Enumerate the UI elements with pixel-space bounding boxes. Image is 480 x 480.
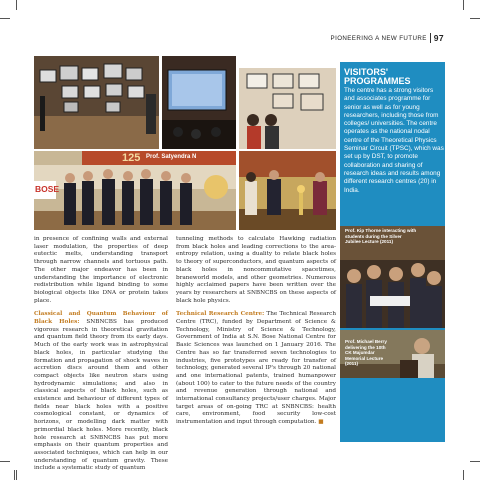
heading-black-holes: Classical and Quantum Behaviour of Black Holes: [34,311,168,326]
heading-trc: Technical Research Centre: [176,311,265,318]
section-title: PIONEERING A NEW FUTURE [330,34,427,42]
left-column [34,236,168,479]
middle-column [176,236,336,433]
crop-mark [16,470,17,480]
crop-mark [463,0,464,10]
left-paragraph-1: in presence of confining walls and external laser modulation, the properties of deep eutectic melts, understanding transport through narrow channels and tortuous path. The other major endeavor has been in understanding the importance of electronic redistribution while ligand binding to some biological objects like DNA or protein takes place. [34,236,168,304]
photo-gallery [34,56,159,149]
crop-mark [14,470,15,480]
sidebar-body: The centre has a strong visitors and associates programme for senior as well as for young researchers, including those from colleges/ universities. The centre operates as the national nodal centre of the Theoretical Physics Seminar Circuit (TPSC), which was set up by DST, to promote collaboration and sharing of research ideas and results among different research centres (20) in India. [344,87,444,194]
crop-mark [470,461,480,462]
photo-exhibition [239,68,336,149]
sidebar-title-line2: PROGRAMMES [344,76,411,86]
presentation-illustration [162,56,236,149]
middle-paragraph-2-text: The Technical Research Centre (TRC), funded by Department of Science & Technology, Ministry of Science & Technology, Government of India at S.N. Bose National Centre for Basic Sciences was launched on 1 January 2016. The Centre has so far transferred seven technologies to industries, five prototypes are ready for transfer of technology, generated several IP's through 20 national and one international patents, trained humanpower (about 100) to cater to the future needs of the country and revenue generation through national and international consultancy projects/user charges. Major target areas of on-going TRC at SNBNCBS: health care, environment, food security low-cost instrumentation and input through computation. [176,311,336,426]
exhibition-illustration [239,68,336,149]
caption-kip-thorne: Prof. Kip Thorne interacting with students during the Silver Jubilee Lecture (2011) [345,228,417,245]
left-paragraph-2-text: SNBNCBS has produced vigorous research in theoretical gravitation and quantum field theory from its early days. Much of the early work was in astrophysical black holes, in particular studying the formation and propagation of shock waves in accretion discs around them and other compact objects like neutron stars using hydrodynamic simulations; and also in classical aspects of black holes, such as existence and behaviour of different types of fields near black holes with a positive cosmological constant, or dynamics of horizons, or modelling dark matter with primordial black holes. More recently, black hole research at SNBNCBS has put more emphasis on their quantum properties and associated techniques, which can help in our understanding of quantum gravity. These include a systematic study of quantum [34,319,168,472]
crop-mark [0,18,10,19]
sidebar-title-line1: VISITORS' [344,67,388,77]
left-paragraph-2 [34,311,168,473]
middle-paragraph-2 [176,311,336,427]
photo-ceremony [34,151,236,230]
banner-brand: BOSE [35,184,60,194]
crop-mark [470,18,480,19]
gallery-illustration [34,56,159,149]
running-header [331,33,444,43]
photo-lamp-ceremony [239,151,336,230]
caption-michael-berry: Prof. Michael Berry delivering the 10th CK Majumdar Memorial Lecture (2011) [345,339,387,367]
sidebar-title [344,68,444,86]
middle-paragraph-1: tunneling methods to calculate Hawking radiation from black holes and leading corrections to the area-entropy relation, using a duality to relate black holes to theory of superconductors, and quantum aspects of black holes in noncommutative spacetimes, braneworld models, and other geometries. Numerous highly acclaimed papers have been written over the years by researchers at SNBNCBS on these aspects of black hole physics. [176,236,336,304]
page-number: 97 [430,33,444,43]
banner-name: Prof. Satyendra N [146,154,197,160]
end-mark-icon: ■ [318,419,324,426]
banner-number: 125 [122,152,141,164]
photo-presentation [162,56,236,149]
crop-mark [0,461,10,462]
lamp-ceremony-illustration [239,151,336,230]
crop-mark [16,0,17,10]
crop-mark [463,470,464,480]
